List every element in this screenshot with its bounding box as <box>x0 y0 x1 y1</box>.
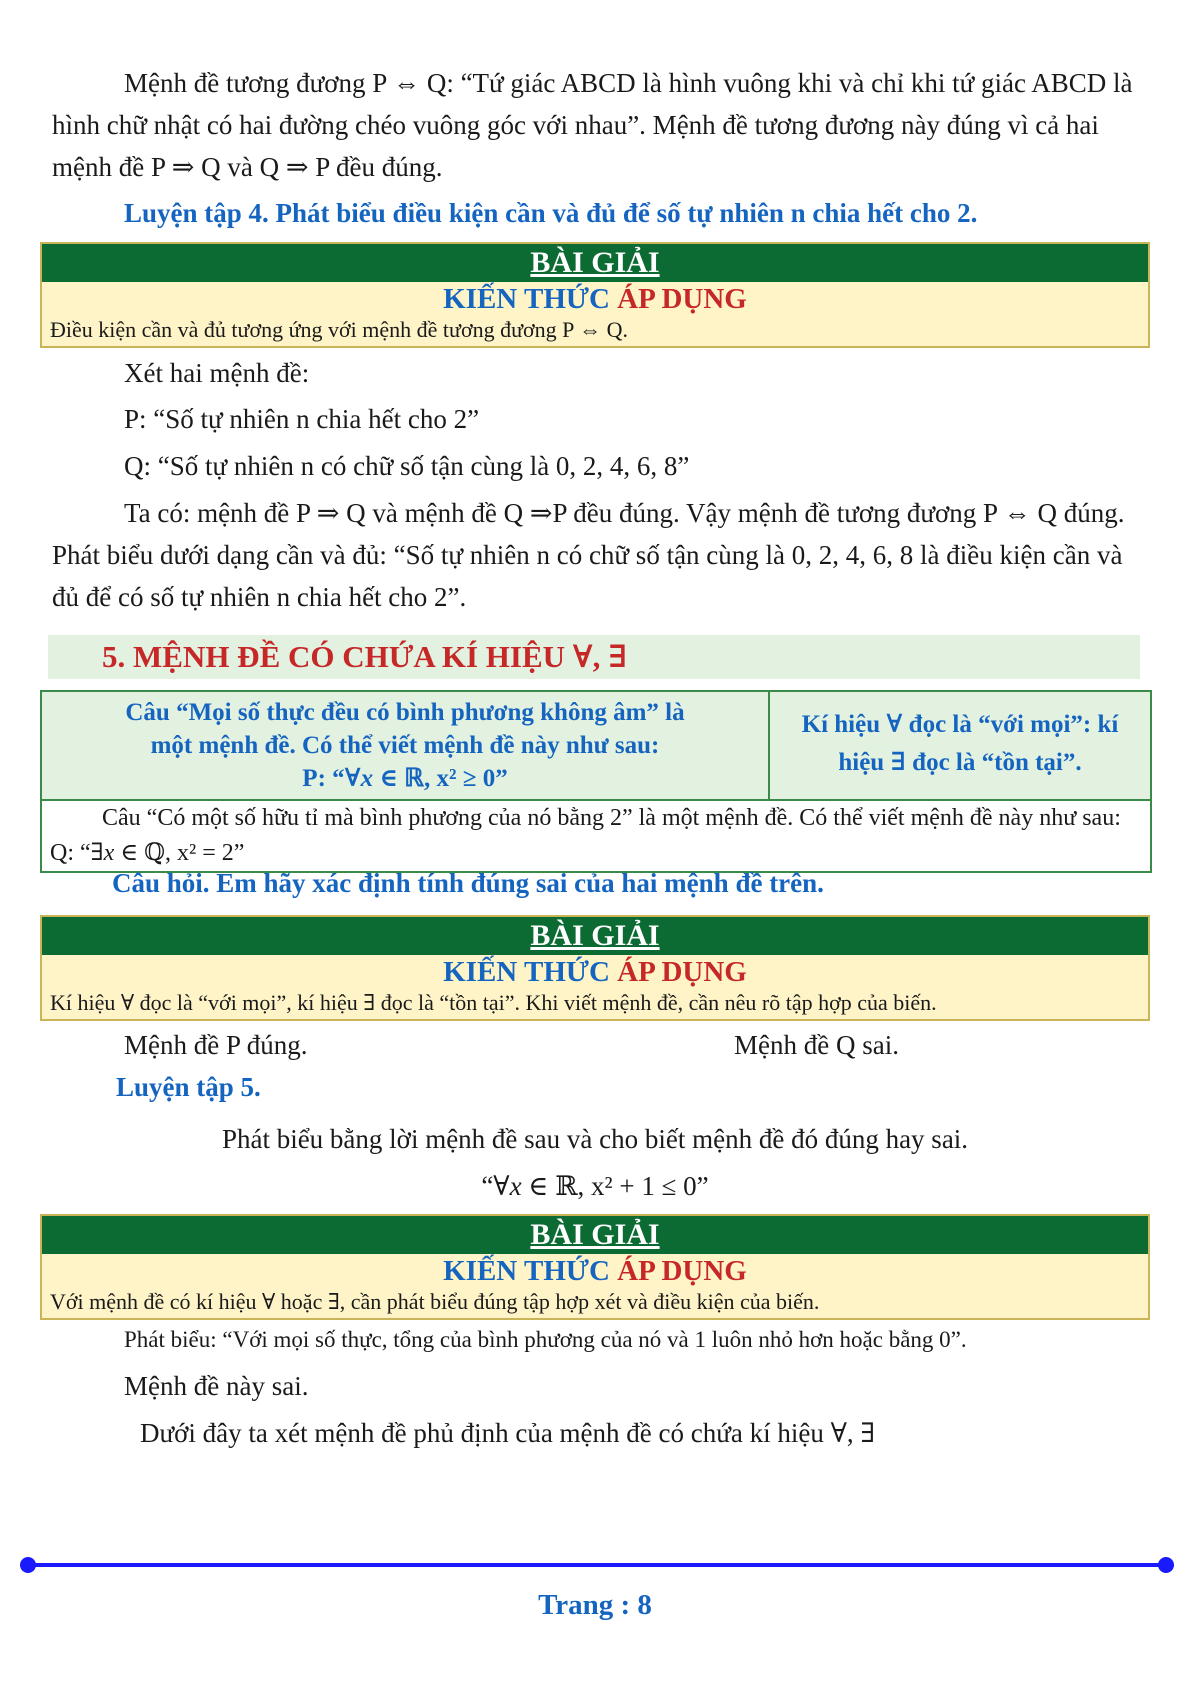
exercise-4-line-1: Xét hai mệnh đề: <box>124 358 310 388</box>
formula-p-variable: x <box>360 765 374 792</box>
solution-header-bar <box>40 242 1150 282</box>
quantifier-example-cell <box>42 692 770 799</box>
solution-header-2: BÀI GIẢI <box>530 919 660 952</box>
formula-p-prefix: P: “∀ <box>302 765 361 792</box>
exercise-4-line-3: Q: “Số tự nhiên n có chữ số tận cùng là 0, 2, 4, 6, 8” <box>124 451 690 481</box>
solution-header-bar-2 <box>40 915 1150 955</box>
exercise-5-statement: Phát biểu: “Với mọi số thực, tổng của bình phương của nó và 1 luôn nhỏ hơn hoặc bằng 0”. <box>124 1327 967 1352</box>
exercise-5-verdict: Mệnh đề này sai. <box>124 1371 309 1401</box>
formula-5-prefix: “∀ <box>481 1171 510 1201</box>
applied-knowledge-title-3-red: ÁP DỤNG <box>617 1255 747 1287</box>
intro-paragraph: Mệnh đề tương đương P ⇔ Q: “Tứ giác ABCD là hình vuông khi và chỉ khi tứ giác ABCD là hình chữ nhật có hai đường chéo vuông góc với nhau”. Mệnh đề tương đương này đúng vì cả hai mệnh đề P ⇒ Q và Q ⇒ P đều đúng. <box>52 68 1133 182</box>
applied-knowledge-box-2 <box>40 955 1150 1021</box>
formula-5-suffix: ∈ ℝ, x² + 1 ≤ 0” <box>521 1171 709 1201</box>
exercise-5-formula <box>0 1165 1190 1207</box>
applied-knowledge-title-2 <box>42 955 1148 989</box>
section-5-title: 5. MỆNH ĐỀ CÓ CHỨA KÍ HIỆU ∀, ∃ <box>102 639 628 674</box>
formula-q-prefix: Câu “Có một số hữu tỉ mà bình phương của nó bằng 2” là một mệnh đề. Có thể viết mệnh đề này như sau: Q: “∃ <box>50 805 1121 866</box>
footer-rule-right-dot <box>1158 1557 1174 1573</box>
quantifier-note-cell: Kí hiệu ∀ đọc là “với mọi”: kí hiệu ∃ đọc là “tồn tại”. <box>801 711 1119 776</box>
applied-knowledge-body: Điều kiện cần và đủ tương ứng với mệnh đề tương đương P ⇔ Q. <box>50 317 628 342</box>
quantifier-example-line-2: một mệnh đề. Có thể viết mệnh đề này như sau: <box>150 732 660 759</box>
exercise-4-line-2: P: “Số tự nhiên n chia hết cho 2” <box>124 404 480 434</box>
solution-header-bar-3 <box>40 1214 1150 1254</box>
formula-5-variable: x <box>509 1171 522 1201</box>
question-title: Câu hỏi. Em hãy xác định tính đúng sai của hai mệnh đề trên. <box>112 868 824 898</box>
quantifier-example-line-3 <box>50 762 760 795</box>
applied-knowledge-title <box>42 282 1148 316</box>
answer-q: Mệnh đề Q sai. <box>734 1030 899 1060</box>
footer-rule-left-dot <box>20 1557 36 1573</box>
applied-knowledge-body-2: Kí hiệu ∀ đọc là “với mọi”, kí hiệu ∃ đọc là “tồn tại”. Khi viết mệnh đề, cần nêu rõ tập hợp của biến. <box>50 990 937 1015</box>
answer-p: Mệnh đề P đúng. <box>124 1030 308 1060</box>
exercise-4-title: Luyện tập 4. Phát biểu điều kiện cần và đủ để số tự nhiên n chia hết cho 2. <box>124 198 978 228</box>
page-number: Trang : 8 <box>538 1589 652 1621</box>
applied-knowledge-title-3-blue: KIẾN THỨC <box>443 1255 610 1287</box>
formula-q-variable: x <box>103 840 115 866</box>
applied-knowledge-title-2-red: ÁP DỤNG <box>617 956 747 988</box>
quantifier-example-line-1: Câu “Mọi số thực đều có bình phương không âm” là <box>125 699 685 726</box>
section-5-banner <box>48 635 1140 679</box>
footer-rule <box>27 1563 1167 1567</box>
solution-header: BÀI GIẢI <box>530 246 660 279</box>
applied-knowledge-title-2-blue: KIẾN THỨC <box>443 956 610 988</box>
applied-knowledge-body-3: Với mệnh đề có kí hiệu ∀ hoặc ∃, cần phát biểu đúng tập hợp xét và điều kiện của biến. <box>50 1289 820 1314</box>
applied-knowledge-box-3 <box>40 1254 1150 1320</box>
formula-q-suffix: ∈ ℚ, x² = 2” <box>114 840 245 866</box>
exercise-4-conclusion: Ta có: mệnh đề P ⇒ Q và mệnh đề Q ⇒P đều đúng. Vậy mệnh đề tương đương P ⇔ Q đúng. Phát biểu dưới dạng cần và đủ: “Số tự nhiên n có chữ số tận cùng là 0, 2, 4, 6, 8 là điều kiện cần và đủ để có số tự nhiên n chia hết cho 2”. <box>52 498 1125 612</box>
formula-p-suffix: ∈ ℝ, x² ≥ 0” <box>373 765 508 792</box>
exercise-5-title: Luyện tập 5. <box>116 1072 261 1102</box>
solution-header-3: BÀI GIẢI <box>530 1218 660 1251</box>
applied-knowledge-title-3 <box>42 1254 1148 1288</box>
quantifier-table <box>40 690 1152 873</box>
applied-knowledge-box <box>40 282 1150 348</box>
quantifier-table-row-2 <box>42 799 1150 871</box>
applied-knowledge-title-blue: KIẾN THỨC <box>443 283 610 315</box>
applied-knowledge-title-red: ÁP DỤNG <box>617 283 747 315</box>
closing-line: Dưới đây ta xét mệnh đề phủ định của mệnh đề có chứa kí hiệu ∀, ∃ <box>140 1418 876 1448</box>
quantifier-table-row-1 <box>42 692 1150 799</box>
exercise-5-prompt: Phát biểu bằng lời mệnh đề sau và cho biết mệnh đề đó đúng hay sai. <box>221 1124 969 1154</box>
